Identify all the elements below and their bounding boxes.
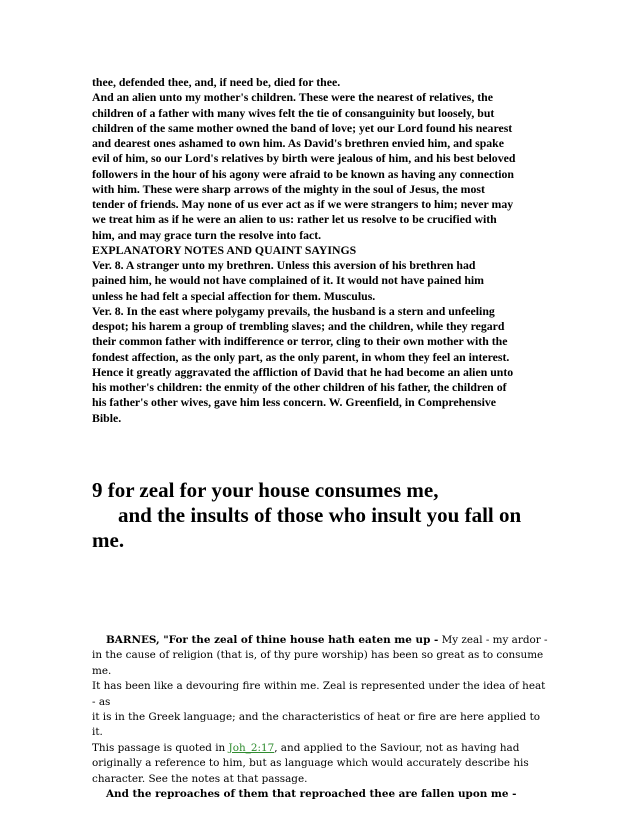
text-line: him, and may grace turn the resolve into fact. <box>92 227 322 242</box>
text-line: thee, defended thee, and, if need be, died for thee. <box>92 75 341 89</box>
text-fragment: , and applied to the Saviour, not as having had <box>274 741 520 754</box>
barnes-subheading: And the reproaches of them that reproached thee are fallen upon me - <box>106 788 517 801</box>
text-line: we treat him as if he were an alien to us: rather let us resolve to be crucified with <box>92 212 497 227</box>
barnes-lead-bold: BARNES, "For the zeal of thine house hath eaten me up - <box>106 634 439 646</box>
text-line: originally a reference to him, but as language which would accurately describe his <box>92 757 529 770</box>
verse-line: me. <box>92 528 125 552</box>
barnes-commentary <box>92 633 552 802</box>
verse-line: and the insults of those who insult you fall on <box>118 503 522 527</box>
text-line: pained him, he would not have complained of it. It would not have pained him <box>92 273 484 288</box>
verse-line: 9 for zeal for your house consumes me, <box>92 478 439 502</box>
text-line: Ver. 8. A stranger unto my brethren. Unless this aversion of his brethren had <box>92 258 476 272</box>
text-line: evil of him, so our Lord's relatives by birth were jealous of him, and his best beloved <box>92 151 516 166</box>
text-line: with him. These were sharp arrows of the mighty in the soul of Jesus, the most <box>92 181 485 196</box>
text-line: And an alien unto my mother's children. These were the nearest of relatives, the <box>92 90 493 105</box>
text-line: their common father with indifference or terror, cling to their own mother with the <box>92 334 508 349</box>
text-line: Hence it greatly aggravated the affliction of David that he had become an alien unto <box>92 364 514 379</box>
text-line: fondest affection, as the only part, as the only parent, in whom they feel an interest. <box>92 349 510 364</box>
text-line-with-reference <box>92 741 552 756</box>
text-line: tender of friends. May none of us ever act as if we were strangers to him; never may <box>92 197 514 211</box>
text-line: Bible. <box>92 410 122 425</box>
text-line: it is in the Greek language; and the characteristics of heat or fire are here applied to it. <box>92 711 541 739</box>
text-line: despot; his harem a group of trembling slaves; and the children, while they regard <box>92 319 505 333</box>
text-line: and dearest ones ashamed to own him. As David's brethren envied him, and spake <box>92 136 504 150</box>
barnes-first-line <box>92 633 552 648</box>
text-fragment: This passage is quoted in <box>92 741 229 754</box>
text-line: children of the same mother owned the band of love; yet our Lord found his nearest <box>92 120 513 135</box>
text-line: It has been like a devouring fire within me. Zeal is represented under the idea of heat - as <box>92 680 546 708</box>
text-line: unless he had felt a special affection for them. Musculus. <box>92 288 376 303</box>
text-line: children of a father with many wives felt the tie of consanguinity but loosely, but <box>92 105 495 120</box>
text-line: followers in the hour of his agony were afraid to be known as having any connection <box>92 166 514 181</box>
barnes-lead-rest: My zeal - my ardor - <box>438 634 548 646</box>
text-line: his father's other wives, gave him less concern. W. Greenfield, in Comprehensive <box>92 395 497 410</box>
text-line: character. See the notes at that passage. <box>92 772 308 785</box>
text-line: Ver. 8. In the east where polygamy prevails, the husband is a stern and unfeeling <box>92 303 495 318</box>
text-line: in the cause of religion (that is, of thy pure worship) has been so great as to consume me. <box>92 649 544 677</box>
commentary-text-block <box>92 75 548 426</box>
section-heading: EXPLANATORY NOTES AND QUAINT SAYINGS <box>92 242 357 257</box>
text-line: his mother's children: the enmity of the other children of his father, the children of <box>92 380 507 394</box>
verse-heading <box>92 478 562 553</box>
scripture-reference-link[interactable]: Joh_2:17 <box>228 741 275 754</box>
